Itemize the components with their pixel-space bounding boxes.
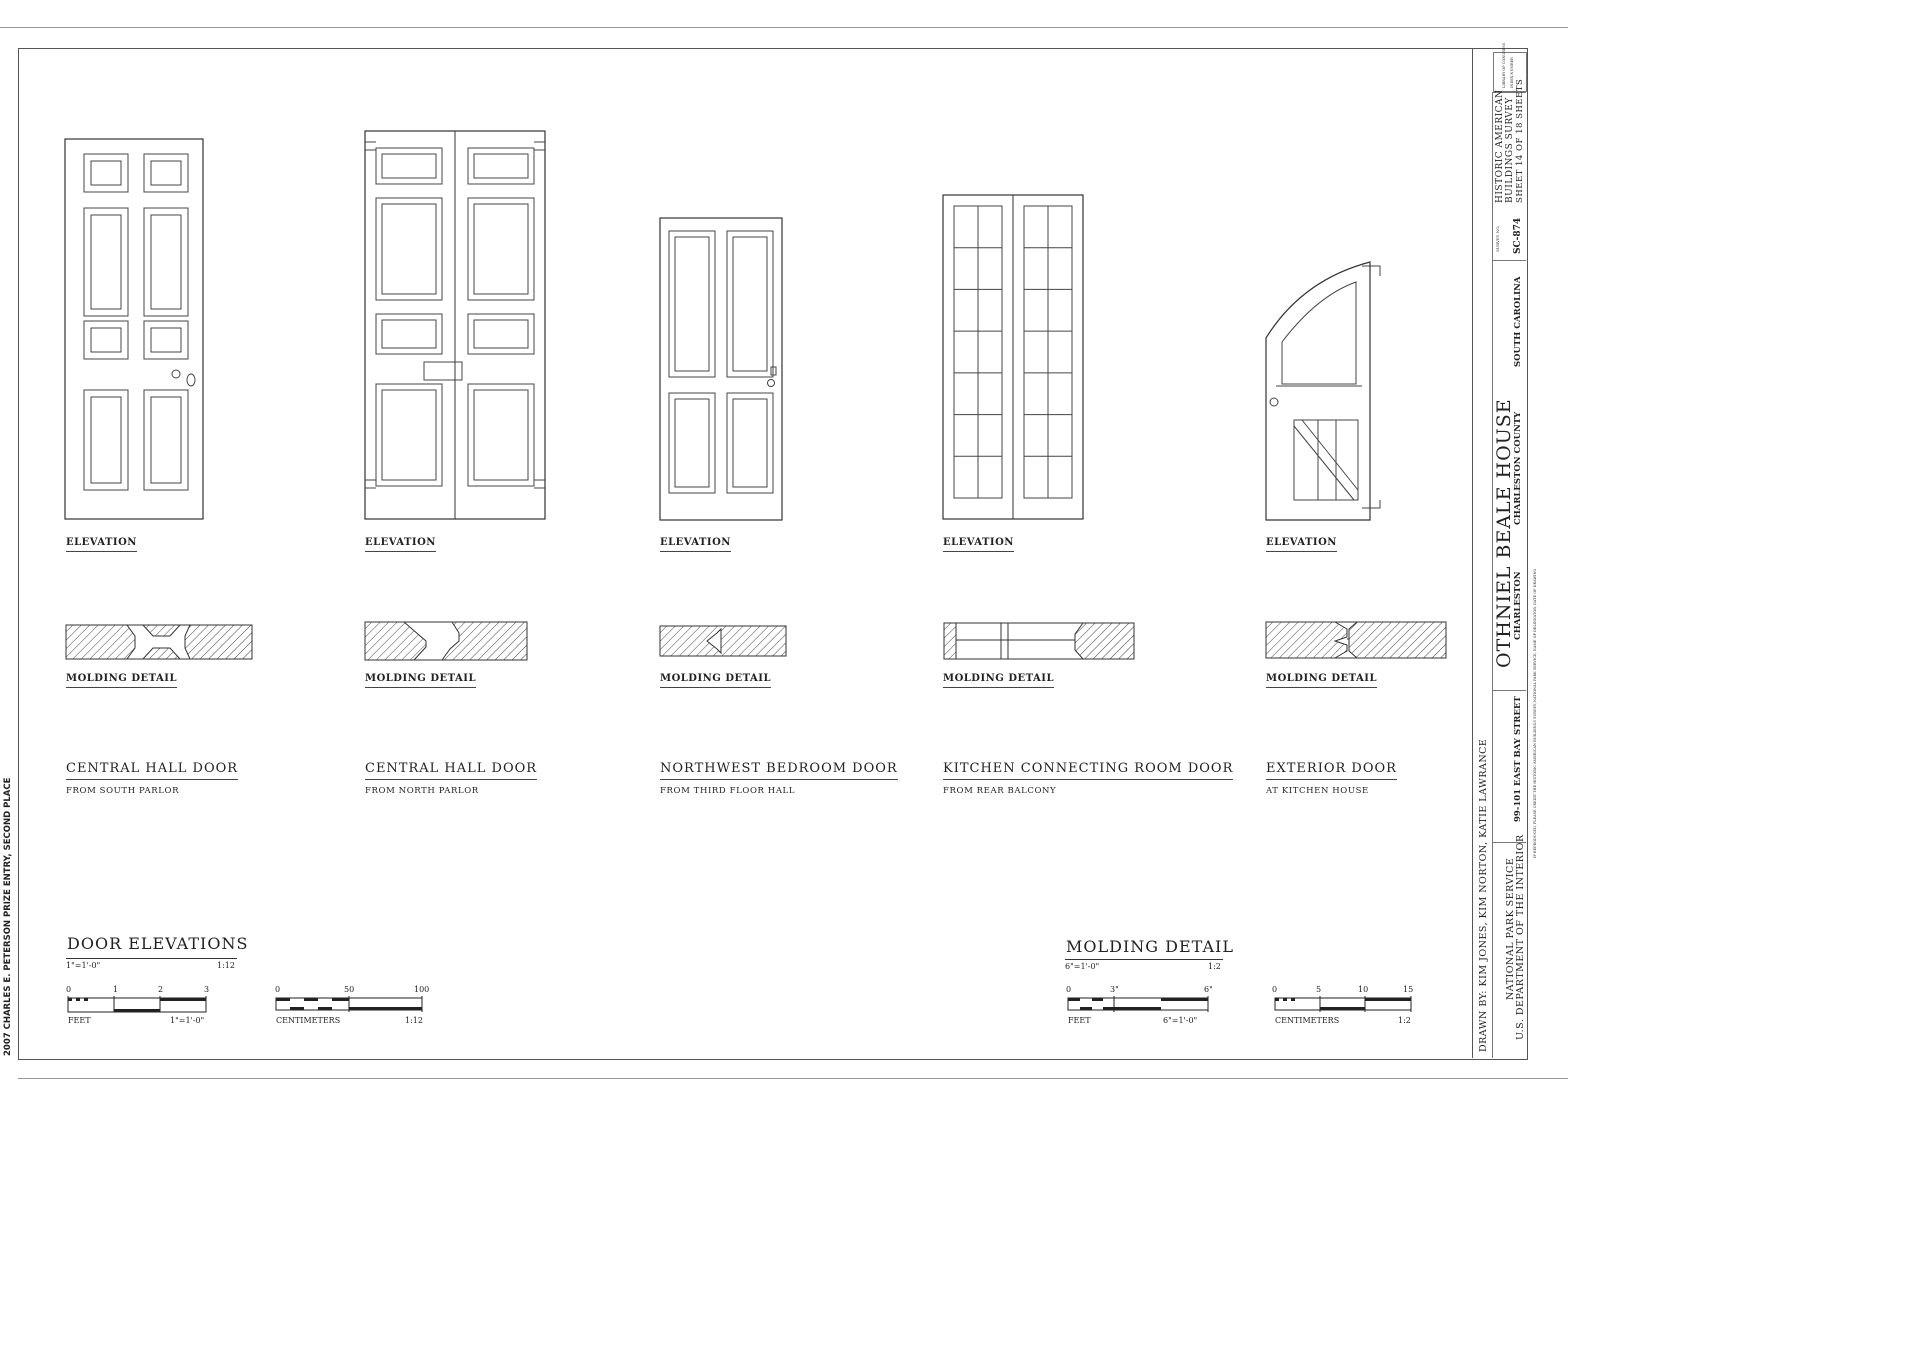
molding-detail-cm-scale-bar: [1275, 996, 1415, 1014]
door-elevations-ratio: 1:12: [217, 961, 235, 970]
molding-detail-rule: [1065, 959, 1223, 960]
de-feet-label: FEET: [68, 1016, 91, 1025]
de-feet-tick-0: 0: [66, 985, 72, 994]
md-cm-ratio: 1:2: [1398, 1016, 1411, 1025]
county-label: CHARLESTON COUNTY: [1513, 411, 1523, 525]
door-4-elevation-drawing: [942, 194, 1086, 522]
door-1-title-block: [66, 761, 238, 796]
sheet-bottom-rule: [18, 1078, 1568, 1079]
door-4-subtitle: FROM REAR BALCONY: [943, 786, 1057, 796]
sheet-border: [18, 48, 1528, 1060]
door-1-elevation-label: ELEVATION: [66, 537, 137, 552]
address-label: 99-101 EAST BAY STREET: [1513, 696, 1523, 822]
door-5-elevation-drawing: [1262, 258, 1386, 522]
habs-line-2: BUILDINGS SURVEY: [1505, 97, 1515, 203]
door-1-molding-section: [65, 624, 253, 662]
drawn-by: DRAWN BY: KIM JONES, KIM NORTON, KATIE LAWRANCE: [1478, 738, 1489, 1052]
door-3-title: NORTHWEST BEDROOM DOOR: [660, 761, 898, 780]
molding-detail-feet-scale-bar: [1068, 996, 1212, 1014]
molding-detail-title: MOLDING DETAIL: [1066, 937, 1234, 956]
door-5-elevation-label: ELEVATION: [1266, 537, 1337, 552]
door-1-subtitle: FROM SOUTH PARLOR: [66, 786, 180, 796]
state-label: SOUTH CAROLINA: [1513, 276, 1523, 367]
door-2-subtitle: FROM NORTH PARLOR: [365, 786, 479, 796]
door-5-molding-label: MOLDING DETAIL: [1266, 673, 1377, 688]
de-feet-scale-note: 1"=1'-0": [170, 1016, 205, 1025]
md-cm-tick-5: 5: [1316, 985, 1322, 994]
de-cm-label: CENTIMETERS: [276, 1016, 341, 1025]
door-2-molding-section: [364, 621, 528, 663]
building-name: OTHNIEL BEALE HOUSE: [1493, 398, 1515, 668]
credit-note: IF REPRODUCED, PLEASE CREDIT THE HISTORIC AMERICAN BUILDINGS SURVEY, NATIONAL PARK SERVICE, NAME OF DELINEATOR, DATE OF DRAWING: [1533, 568, 1537, 858]
de-cm-tick-0: 0: [275, 985, 281, 994]
door-3-elevation-label: ELEVATION: [660, 537, 731, 552]
door-2-title: CENTRAL HALL DOOR: [365, 761, 537, 780]
de-cm-tick-50: 50: [344, 985, 355, 994]
library-index-line-2: INDEX NUMBER: [1510, 57, 1514, 88]
door-elevations-cm-scale-bar: [276, 996, 426, 1014]
door-3-elevation-drawing: [659, 217, 785, 523]
door-1-title: CENTRAL HALL DOOR: [66, 761, 238, 780]
door-3-molding-label: MOLDING DETAIL: [660, 673, 771, 688]
md-cm-tick-10: 10: [1358, 985, 1369, 994]
door-4-molding-section: [943, 622, 1135, 662]
door-1-molding-label: MOLDING DETAIL: [66, 673, 177, 688]
md-cm-tick-0: 0: [1272, 985, 1278, 994]
door-4-title: KITCHEN CONNECTING ROOM DOOR: [943, 761, 1233, 780]
prize-entry-note: 2007 CHARLES E. PETERSON PRIZE ENTRY, SECOND PLACE: [3, 777, 13, 1056]
door-elevations-scale: 1"=1'-0": [66, 961, 101, 970]
de-cm-ratio: 1:12: [405, 1016, 423, 1025]
survey-no-label: SURVEY NO.: [1495, 225, 1500, 252]
de-feet-tick-2: 2: [158, 985, 164, 994]
door-elevations-rule: [66, 958, 237, 959]
door-5-molding-section: [1265, 621, 1447, 661]
door-elevations-feet-scale-bar: [68, 996, 210, 1014]
habs-line-1: HISTORIC AMERICAN: [1495, 89, 1505, 203]
agency-line-2: U.S. DEPARTMENT OF THE INTERIOR: [1515, 834, 1526, 1040]
library-index-line-1: LIBRARY OF CONGRESS: [1502, 42, 1506, 88]
de-feet-tick-1: 1: [113, 985, 119, 994]
door-3-title-block: [660, 761, 898, 796]
md-feet-tick-3: 3": [1110, 985, 1119, 994]
door-4-molding-label: MOLDING DETAIL: [943, 673, 1054, 688]
door-2-elevation-drawing: [364, 130, 548, 522]
door-5-subtitle: AT KITCHEN HOUSE: [1266, 786, 1369, 796]
title-block-divider-1: [1492, 260, 1526, 261]
md-feet-tick-0: 0: [1066, 985, 1072, 994]
city-label: CHARLESTON: [1513, 571, 1523, 640]
door-3-subtitle: FROM THIRD FLOOR HALL: [660, 786, 796, 796]
title-block-divider-2: [1492, 690, 1526, 691]
door-3-molding-section: [659, 625, 787, 659]
molding-detail-ratio: 1:2: [1208, 962, 1221, 971]
door-4-title-block: [943, 761, 1233, 796]
agency-line-1: NATIONAL PARK SERVICE: [1505, 857, 1516, 1000]
survey-number: SC-874: [1513, 217, 1523, 254]
sheet-top-rule: [0, 27, 1568, 28]
de-feet-tick-3: 3: [204, 985, 210, 994]
molding-detail-scale: 6"=1'-0": [1065, 962, 1100, 971]
md-feet-scale-note: 6"=1'-0": [1163, 1016, 1198, 1025]
door-elevations-title: DOOR ELEVATIONS: [67, 934, 249, 953]
sheet-number: SHEET 14 OF 18 SHEETS: [1515, 78, 1525, 203]
md-cm-label: CENTIMETERS: [1275, 1016, 1340, 1025]
md-feet-tick-6: 6": [1204, 985, 1213, 994]
title-block-left-rule: [1472, 48, 1473, 1058]
door-2-elevation-label: ELEVATION: [365, 537, 436, 552]
md-feet-label: FEET: [1068, 1016, 1091, 1025]
de-cm-tick-100: 100: [414, 985, 430, 994]
door-2-title-block: [365, 761, 537, 796]
md-cm-tick-15: 15: [1403, 985, 1414, 994]
door-5-title: EXTERIOR DOOR: [1266, 761, 1397, 780]
door-5-title-block: [1266, 761, 1397, 796]
door-4-elevation-label: ELEVATION: [943, 537, 1014, 552]
door-2-molding-label: MOLDING DETAIL: [365, 673, 476, 688]
door-1-elevation-drawing: [64, 138, 206, 522]
